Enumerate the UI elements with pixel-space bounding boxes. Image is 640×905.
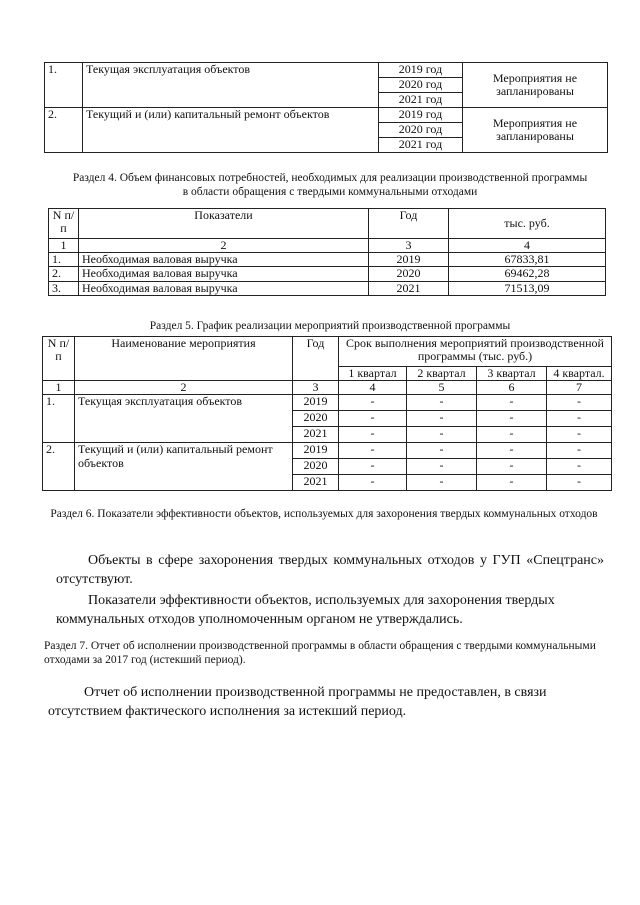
year-cell: 2021 — [293, 427, 339, 443]
header-name: Наименование мероприятия — [75, 337, 293, 381]
dash-cell: - — [407, 427, 477, 443]
activities-table — [44, 62, 608, 153]
col-number: 2 — [75, 381, 293, 395]
schedule-table — [42, 336, 612, 491]
dash-cell: - — [547, 443, 612, 459]
year-cell: 2020 — [369, 267, 449, 281]
header-year: Год — [369, 209, 449, 239]
quarter-header: 1 квартал — [339, 367, 407, 381]
activity-name: Текущий и (или) капитальный ремонт объектов — [75, 443, 293, 491]
col-number: 5 — [407, 381, 477, 395]
value-cell: 71513,09 — [449, 281, 606, 295]
note-cell: Мероприятия не запланированы — [463, 63, 608, 108]
col-number: 4 — [339, 381, 407, 395]
year-cell: 2021 — [369, 281, 449, 295]
section-7-paragraph-1: Отчет об исполнении производственной программы не предоставлен, в связи отсутствием фактического исполнения за истекший период. — [48, 685, 547, 719]
indicator-name: Необходимая валовая выручка — [79, 253, 369, 267]
dash-cell: - — [477, 443, 547, 459]
value-cell: 67833,81 — [449, 253, 606, 267]
value-cell: 69462,28 — [449, 267, 606, 281]
section-6-paragraph-2: Показатели эффективности объектов, используемых для захоронения твердых коммунальных отходов уполномоченным органом не утверждались. — [56, 593, 555, 627]
year-cell: 2020 год — [379, 78, 463, 93]
col-number: 6 — [477, 381, 547, 395]
year-cell: 2019 — [293, 443, 339, 459]
header-value: тыс. руб. — [449, 209, 606, 239]
dash-cell: - — [477, 411, 547, 427]
dash-cell: - — [339, 459, 407, 475]
header-term: Срок выполнения мероприятий производственной программы (тыс. руб.) — [339, 337, 612, 367]
col-number: 3 — [369, 239, 449, 253]
year-cell: 2020 — [293, 411, 339, 427]
dash-cell: - — [547, 395, 612, 411]
year-cell: 2019 год — [379, 108, 463, 123]
dash-cell: - — [547, 427, 612, 443]
dash-cell: - — [339, 411, 407, 427]
dash-cell: - — [547, 475, 612, 491]
indicator-name: Необходимая валовая выручка — [79, 281, 369, 295]
row-num: 3. — [49, 281, 79, 295]
dash-cell: - — [407, 475, 477, 491]
indicator-name: Необходимая валовая выручка — [79, 267, 369, 281]
row-num: 2. — [49, 267, 79, 281]
quarter-header: 3 квартал — [477, 367, 547, 381]
quarter-header: 4 квартал. — [547, 367, 612, 381]
dash-cell: - — [339, 427, 407, 443]
year-cell: 2021 год — [379, 93, 463, 108]
dash-cell: - — [547, 459, 612, 475]
dash-cell: - — [407, 459, 477, 475]
row-num: 1. — [45, 63, 83, 108]
section-6-title: Раздел 6. Показатели эффективности объектов, используемых для захоронения твердых коммунальных отходов — [50, 508, 598, 520]
header-num: N п/п — [49, 209, 79, 239]
activity-name: Текущий и (или) капитальный ремонт объектов — [83, 108, 379, 153]
section-7-title: Раздел 7. Отчет об исполнении производственной программы в области обращения с твердыми коммунальными отходами за 2017 год (истекший период). — [44, 640, 596, 666]
dash-cell: - — [407, 411, 477, 427]
row-num: 2. — [45, 108, 83, 153]
dash-cell: - — [547, 411, 612, 427]
row-num: 1. — [49, 253, 79, 267]
dash-cell: - — [477, 427, 547, 443]
dash-cell: - — [339, 443, 407, 459]
year-cell: 2019 — [293, 395, 339, 411]
section-5-title: Раздел 5. График реализации мероприятий производственной программы — [149, 320, 511, 332]
year-cell: 2020 — [293, 459, 339, 475]
dash-cell: - — [477, 475, 547, 491]
year-cell: 2019 год — [379, 63, 463, 78]
col-number: 3 — [293, 381, 339, 395]
dash-cell: - — [477, 395, 547, 411]
col-number: 1 — [49, 239, 79, 253]
activity-name: Текущая эксплуатация объектов — [83, 63, 379, 108]
dash-cell: - — [339, 475, 407, 491]
dash-cell: - — [407, 395, 477, 411]
dash-cell: - — [477, 459, 547, 475]
header-indicator: Показатели — [79, 209, 369, 239]
header-num: N п/п — [43, 337, 75, 381]
row-num: 2. — [43, 443, 75, 491]
year-cell: 2020 год — [379, 123, 463, 138]
dash-cell: - — [407, 443, 477, 459]
dash-cell: - — [339, 395, 407, 411]
quarter-header: 2 квартал — [407, 367, 477, 381]
year-cell: 2021 год — [379, 138, 463, 153]
note-cell: Мероприятия не запланированы — [463, 108, 608, 153]
header-year: Год — [293, 337, 339, 381]
finance-table — [48, 208, 606, 296]
section-4-title: Раздел 4. Объем финансовых потребностей, необходимых для реализации производственной программы в области обращения с твердыми коммунальными отходами — [72, 172, 588, 198]
year-cell: 2021 — [293, 475, 339, 491]
section-6-paragraph-1: Объекты в сфере захоронения твердых коммунальных отходов у ГУП «Спецтранс» отсутствуют. — [56, 553, 604, 587]
col-number: 4 — [449, 239, 606, 253]
col-number: 1 — [43, 381, 75, 395]
year-cell: 2019 — [369, 253, 449, 267]
col-number: 7 — [547, 381, 612, 395]
activity-name: Текущая эксплуатация объектов — [75, 395, 293, 443]
row-num: 1. — [43, 395, 75, 443]
col-number: 2 — [79, 239, 369, 253]
